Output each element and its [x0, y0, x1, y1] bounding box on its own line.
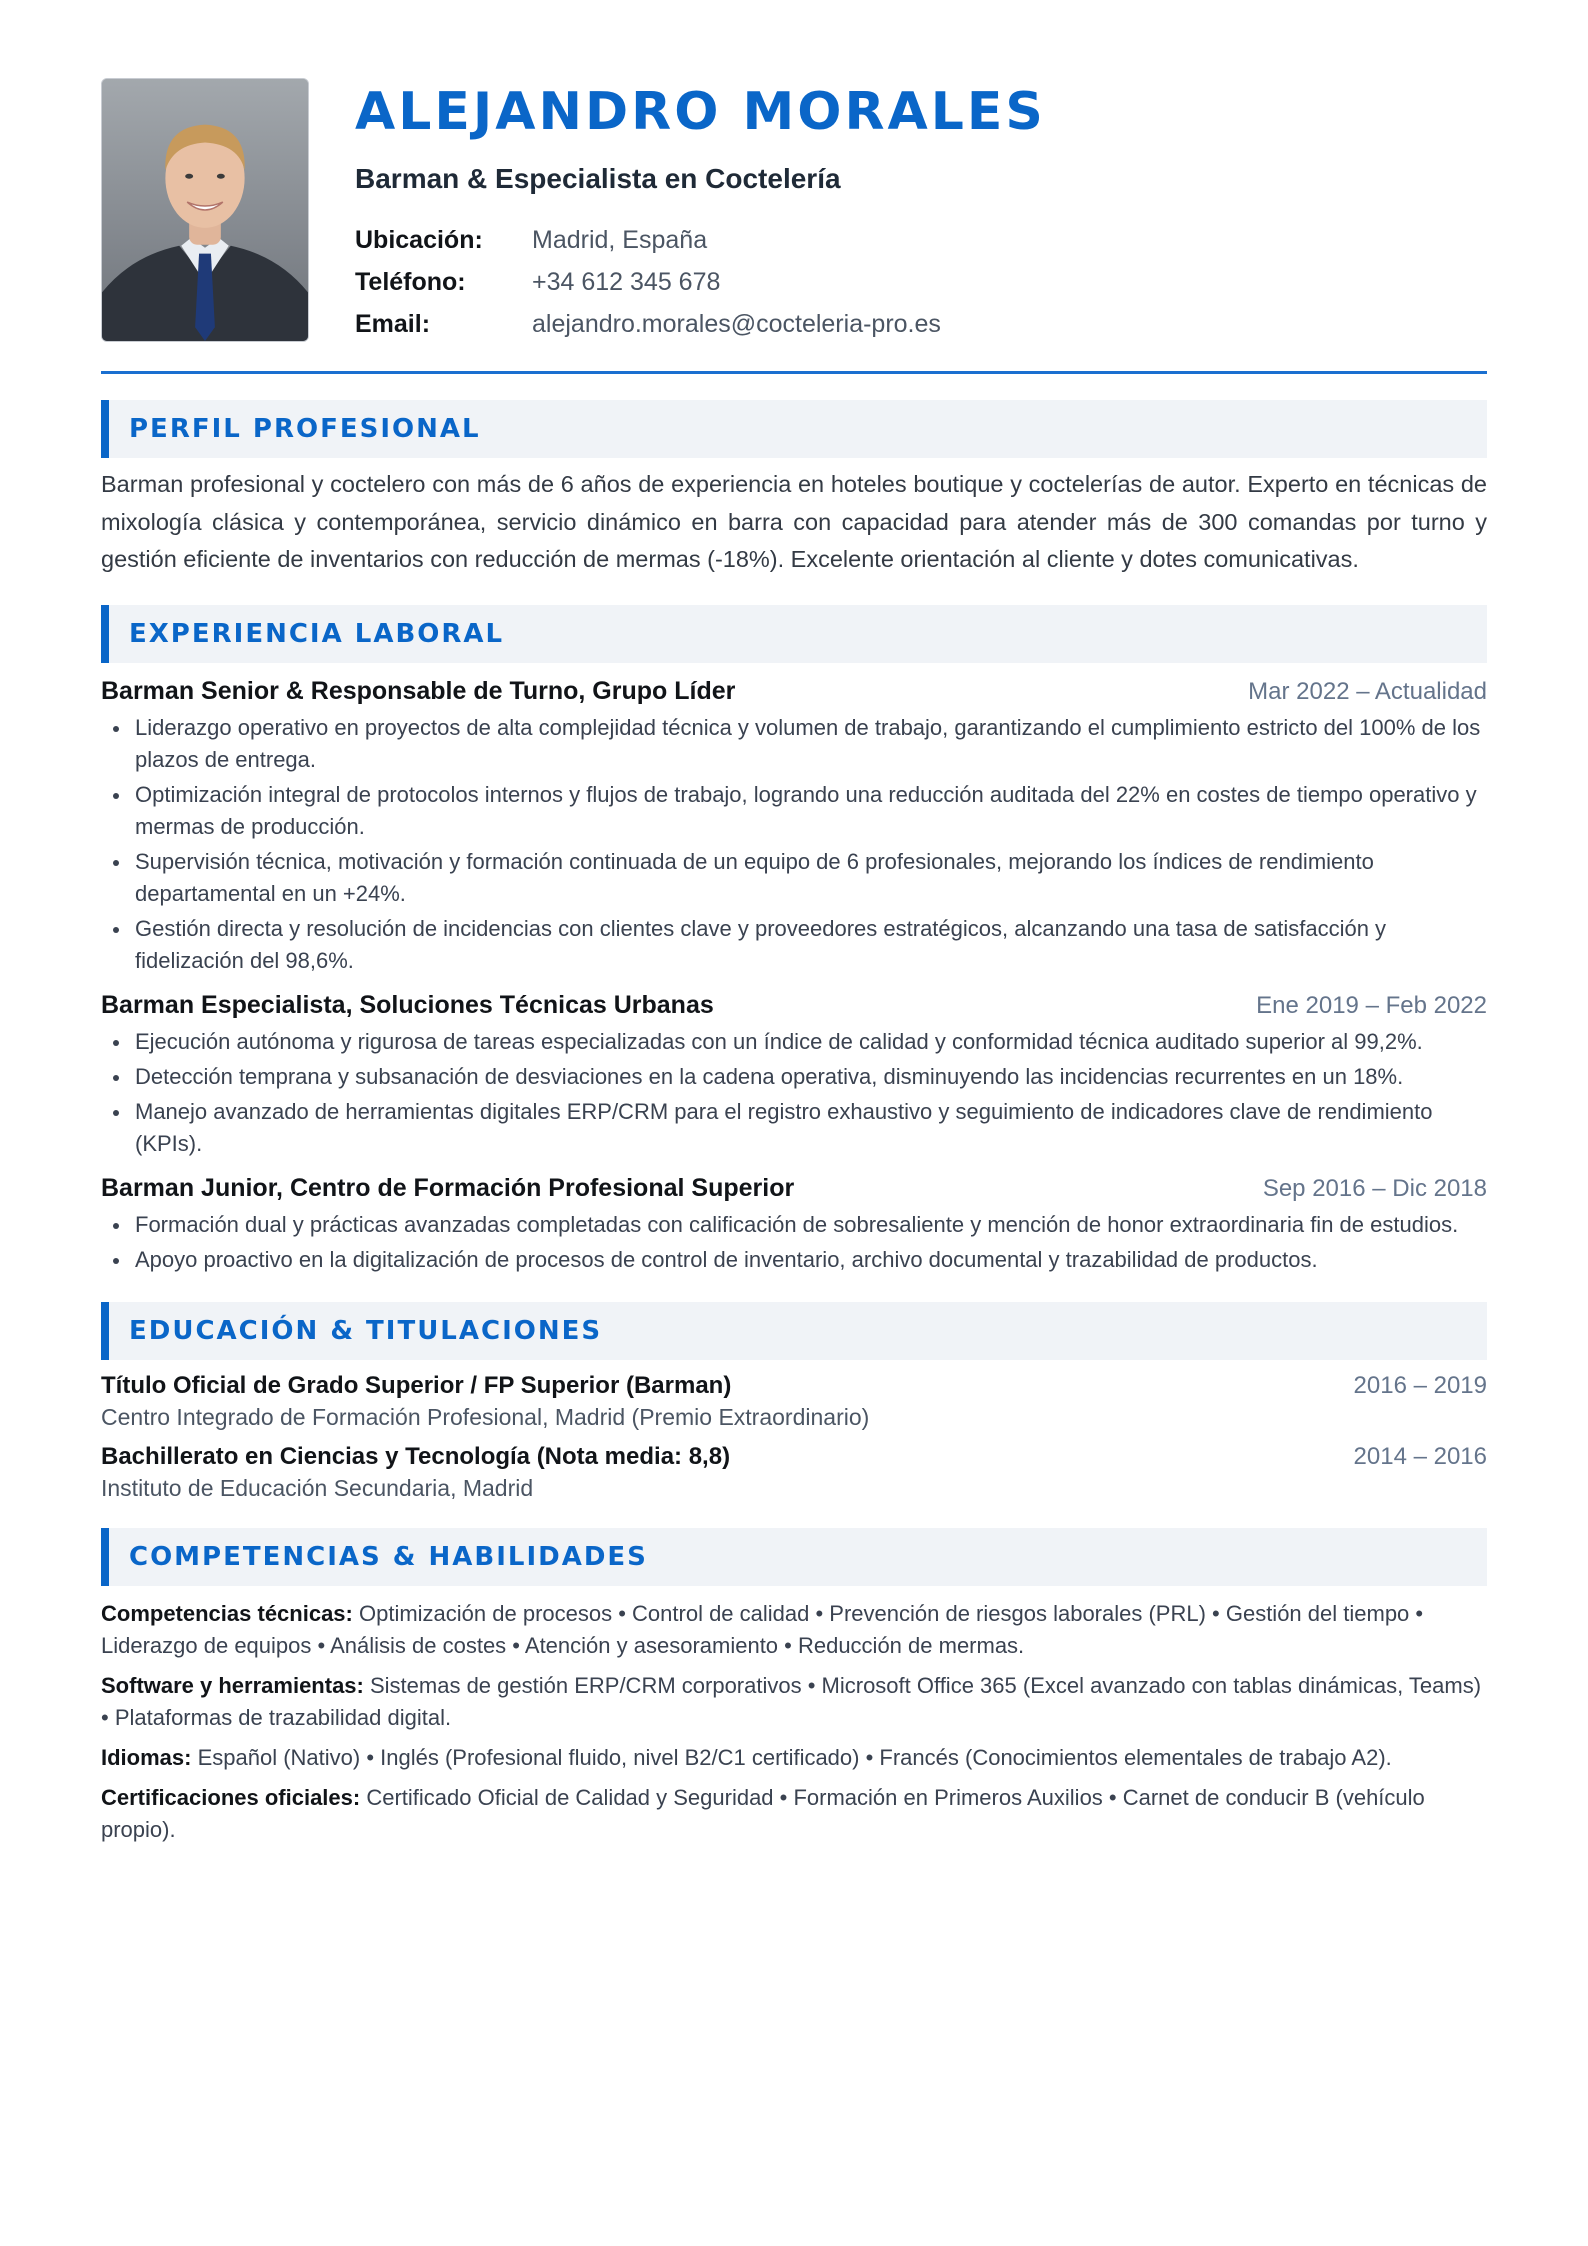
skill-text: Certificado Oficial de Calidad y Seguridad • Formación en Primeros Auxilios • Carnet de conducir B (vehículo propio).: [101, 1784, 1425, 1842]
job-bullet: [101, 1061, 1487, 1093]
job-bullets: [101, 1209, 1487, 1276]
section-title: EXPERIENCIA LABORAL: [129, 618, 505, 649]
bullet-dot-icon: [113, 1110, 119, 1116]
bullet-dot-icon: [113, 793, 119, 799]
contact-label: Teléfono:: [355, 268, 466, 297]
bullet-dot-icon: [113, 860, 119, 866]
education-title: Título Oficial de Grado Superior / FP Superior (Barman): [101, 1371, 732, 1399]
section-experience-header: [101, 605, 1487, 663]
education-date: 2014 – 2016: [1353, 1442, 1487, 1470]
education-entry: [101, 1443, 1487, 1502]
job-header: [101, 991, 1487, 1020]
bullet-dot-icon: [113, 1040, 119, 1046]
job-bullet-text: Detección temprana y subsanación de desviaciones en la cadena operativa, disminuyendo las incidencias recurrentes en un 18%.: [135, 1063, 1404, 1089]
job-bullet: [101, 846, 1487, 910]
bullet-dot-icon: [113, 927, 119, 933]
job-bullet: [101, 1244, 1487, 1276]
job-bullet-text: Optimización integral de protocolos internos y flujos de trabajo, logrando una reducción auditada del 22% en costes de tiempo operativo y mermas de producción.: [135, 781, 1477, 839]
education-header: [101, 1372, 1487, 1400]
contact-phone: [355, 261, 1046, 303]
header-divider: [101, 371, 1487, 374]
contact-block: [355, 219, 1046, 345]
header-info: [355, 78, 1046, 345]
skill-label: Idiomas:: [101, 1744, 192, 1770]
skills-list: [101, 1598, 1487, 1846]
job-entry: [101, 991, 1487, 1160]
job-title: Barman Junior, Centro de Formación Profesional Superior: [101, 1173, 795, 1202]
job-bullet-text: Manejo avanzado de herramientas digitales ERP/CRM para el registro exhaustivo y seguimiento de indicadores clave de rendimiento (KPIs).: [135, 1098, 1433, 1156]
job-bullet-text: Liderazgo operativo en proyectos de alta complejidad técnica y volumen de trabajo, garantizando el cumplimiento estricto del 100% de los plazos de entrega.: [135, 714, 1481, 772]
skill-label: Competencias técnicas:: [101, 1600, 353, 1626]
education-date: 2016 – 2019: [1353, 1371, 1487, 1399]
job-bullet-text: Apoyo proactivo en la digitalización de procesos de control de inventario, archivo documental y trazabilidad de productos.: [135, 1246, 1318, 1272]
job-bullets: [101, 712, 1487, 977]
skill-label: Certificaciones oficiales:: [101, 1784, 361, 1810]
section-title: EDUCACIÓN & TITULACIONES: [129, 1315, 603, 1346]
skill-item: [101, 1598, 1487, 1662]
job-header: [101, 677, 1487, 706]
candidate-name: ALEJANDRO MORALES: [355, 82, 1046, 142]
job-bullet-text: Ejecución autónoma y rigurosa de tareas especializadas con un índice de calidad y conformidad técnica auditado superior al 99,2%.: [135, 1028, 1423, 1054]
job-header: [101, 1174, 1487, 1203]
education-header: [101, 1443, 1487, 1471]
skill-item: [101, 1782, 1487, 1846]
education-entry: [101, 1372, 1487, 1431]
profile-photo: [101, 78, 309, 342]
section-title: COMPETENCIAS & HABILIDADES: [129, 1541, 648, 1572]
bullet-dot-icon: [113, 1258, 119, 1264]
job-bullet: [101, 779, 1487, 843]
contact-value: Madrid, España: [532, 226, 708, 255]
contact-email: [355, 303, 1046, 345]
job-bullet: [101, 1096, 1487, 1160]
job-bullet: [101, 913, 1487, 977]
skill-text: Español (Nativo) • Inglés (Profesional fluido, nivel B2/C1 certificado) • Francés (Conocimientos elementales de trabajo A2).: [191, 1744, 1392, 1770]
job-date: Sep 2016 – Dic 2018: [1262, 1174, 1487, 1202]
job-bullets: [101, 1026, 1487, 1160]
job-title: Barman Senior & Responsable de Turno, Grupo Líder: [101, 676, 736, 705]
job-date: Ene 2019 – Feb 2022: [1256, 991, 1487, 1019]
contact-label: Ubicación:: [355, 226, 483, 255]
skill-text: Sistemas de gestión ERP/CRM corporativos • Microsoft Office 365 (Excel avanzado con tablas dinámicas, Teams) • Plataformas de trazabilidad digital.: [101, 1672, 1482, 1730]
profile-summary: Barman profesional y coctelero con más de 6 años de experiencia en hoteles boutique y coctelerías de autor. Experto en técnicas de mixología clásica y contemporánea, servicio dinámico en barra con capacidad para atender más de 300 comandas por turno y gestión eficiente de inventarios con reducción de mermas (-18%). Excelente orientación al cliente y dotes comunicativas.: [101, 471, 1487, 573]
section-title: PERFIL PROFESIONAL: [129, 414, 481, 445]
contact-label: Email:: [355, 310, 431, 339]
education-institution: Centro Integrado de Formación Profesional, Madrid (Premio Extraordinario): [101, 1403, 870, 1430]
resume-header: [101, 78, 1487, 345]
education-title: Bachillerato en Ciencias y Tecnología (Nota media: 8,8): [101, 1442, 731, 1470]
job-entry: [101, 677, 1487, 977]
email-link[interactable]: alejandro.morales@cocteleria-pro.es: [532, 310, 941, 339]
skill-item: [101, 1742, 1487, 1774]
job-entry: [101, 1174, 1487, 1276]
skill-text: Optimización de procesos • Control de calidad • Prevención de riesgos laborales (PRL) • Gestión del tiempo • Liderazgo de equipos • Análisis de costes • Atención y asesoramiento • Reducción de mermas.: [101, 1600, 1424, 1658]
section-profile-header: [101, 400, 1487, 458]
candidate-role: Barman & Especialista en Coctelería: [355, 163, 841, 195]
skill-item: [101, 1670, 1487, 1734]
bullet-dot-icon: [113, 1223, 119, 1229]
job-bullet: [101, 712, 1487, 776]
skill-label: Software y herramientas:: [101, 1672, 364, 1698]
job-bullet: [101, 1026, 1487, 1058]
job-bullet-text: Gestión directa y resolución de incidencias con clientes clave y proveedores estratégicos, alcanzando una tasa de satisfacción y fidelización del 98,6%.: [135, 915, 1387, 973]
job-bullet: [101, 1209, 1487, 1241]
job-bullet-text: Formación dual y prácticas avanzadas completadas con calificación de sobresaliente y mención de honor extraordinaria fin de estudios.: [135, 1211, 1459, 1237]
job-bullet-text: Supervisión técnica, motivación y formación continuada de un equipo de 6 profesionales, mejorando los índices de rendimiento departamental en un +24%.: [135, 848, 1374, 906]
contact-location: [355, 219, 1046, 261]
job-title: Barman Especialista, Soluciones Técnicas Urbanas: [101, 990, 714, 1019]
contact-value: +34 612 345 678: [532, 268, 721, 297]
bullet-dot-icon: [113, 1075, 119, 1081]
bullet-dot-icon: [113, 726, 119, 732]
section-education-header: [101, 1302, 1487, 1360]
section-skills-header: [101, 1528, 1487, 1586]
job-date: Mar 2022 – Actualidad: [1248, 677, 1487, 705]
education-institution: Instituto de Educación Secundaria, Madrid: [101, 1474, 534, 1501]
